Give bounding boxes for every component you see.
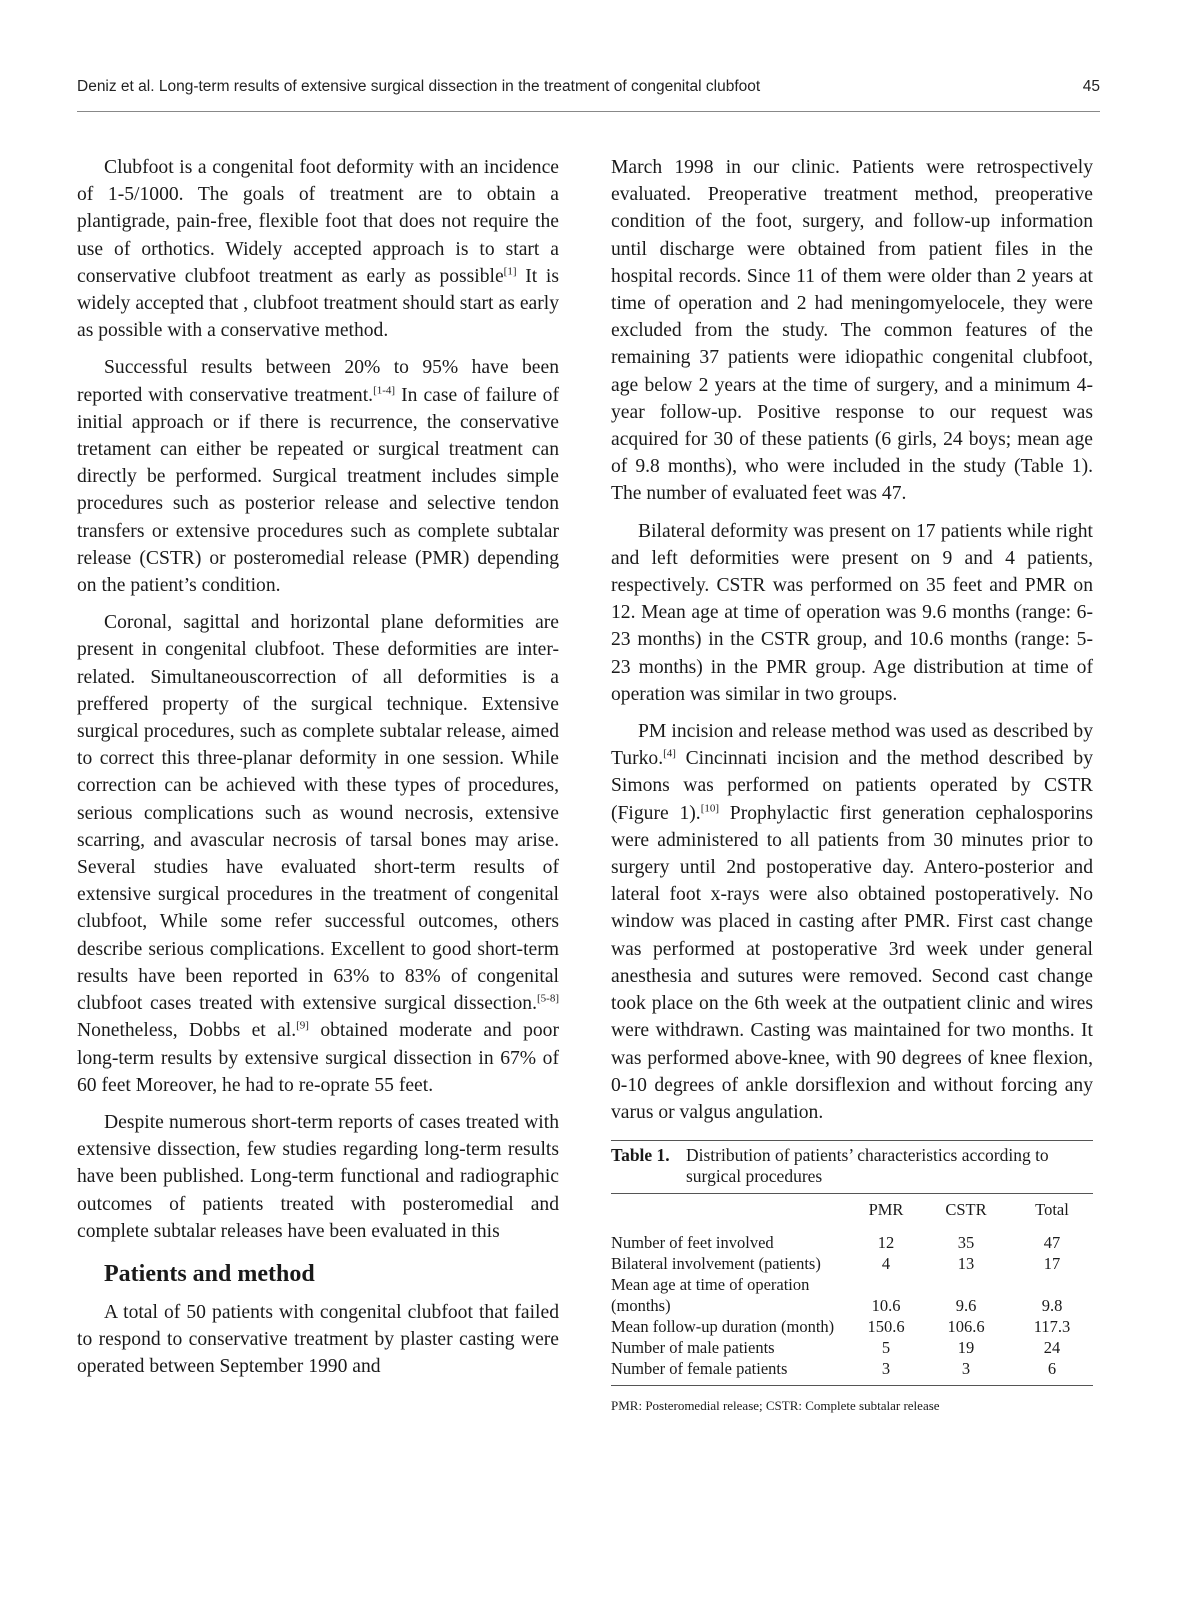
cell-total: 9.8 [1041, 1296, 1063, 1316]
table-footnote: PMR: Posteromedial release; CSTR: Complete subtalar release [611, 1398, 940, 1414]
text-span: Clubfoot is a congenital foot deformity with an incidence of 1-5/1000. The goals of treatment are to obtain a plantigrade, pain-free, flexible foot that does not require the use of orthotics. Widely accepted approach is to start a conservative clubfoot treatment as early as possible [77, 157, 559, 287]
citation-ref: [10] [700, 802, 720, 815]
table-1 [611, 1140, 1093, 1419]
table-caption [611, 1141, 1093, 1193]
citation-ref: [4] [663, 747, 676, 760]
cell-total: 47 [1043, 1233, 1061, 1253]
cell-total: 6 [1047, 1359, 1057, 1379]
methods-paragraph-4 [611, 718, 1093, 1126]
row-label: Bilateral involvement (patients) [611, 1254, 821, 1274]
cell-total: 117.3 [1033, 1317, 1071, 1337]
citation-ref: [9] [296, 1019, 309, 1032]
cell-pmr: 5 [881, 1338, 891, 1358]
cell-cstr: 19 [957, 1338, 975, 1358]
running-header [77, 78, 1100, 96]
cell-total: 17 [1043, 1254, 1061, 1274]
cell-cstr: 106.6 [947, 1317, 985, 1337]
text-span: Nonetheless, Dobbs et al. [77, 1020, 297, 1042]
right-column [611, 154, 1093, 1419]
column-header: CSTR [945, 1200, 987, 1220]
table-row [611, 1253, 1093, 1274]
text-span: obtained moderate and poor long-term results by extensive surgical dissection in 67% of 60 feet Moreover, he had to re-oprate 55 feet. [77, 1020, 559, 1096]
text-span: Prophylactic first generation cephalosporins were administered to all patients from 30 minutes prior to surgery until 2nd postoperative day. Antero-posterior and lateral foot x-rays were also obtained postoperatively. No window was placed in casting after PMR. First cast change was performed at postoperative 3rd week under general anesthesia and sutures were removed. Second cast change took place on the 6th week at the outpatient clinic and wires were withdrawn. Casting was maintained for two months. It was performed above-knee, with 90 degrees of knee flexion, 0-10 degrees of ankle dorsiflexion and without forcing any varus or valgus angulation. [611, 802, 1093, 1123]
intro-paragraph-4: Despite numerous short-term reports of cases treated with extensive dissection, few studies regarding long-term results have been published. Long-term functional and radiographic outcomes of patients treated with posteromedial and complete subtalar releases have been evaluated in this [77, 1111, 559, 1242]
methods-paragraph-3: Bilateral deformity was present on 17 patients while right and left deformities were present on 9 and 4 patients, respectively. CSTR was performed on 35 feet and PMR on 12. Mean age at time of operation was 9.6 months (range: 6-23 months) in the CSTR group, and 10.6 months (range: 5-23 months) in the PMR group. Age distribution at time of operation was similar in two groups. [611, 520, 1093, 705]
methods-paragraph-2: March 1998 in our clinic. Patients were retrospectively evaluated. Preoperative treatment method, preoperative condition of the foot, surgery, and follow-up information until discharge were obtained from patient files in the hospital records. Since 11 of them were older than 2 years at time of operation and 2 had meningomyelocele, they were excluded from the study. The common features of the remaining 37 patients were idiopathic congenital clubfoot, age below 2 years at the time of surgery, and a minimum 4-year follow-up. Positive response to our request was acquired for 30 of these patients (6 girls, 24 boys; mean age of 9.8 months), who were included in the study (Table 1). The number of evaluated feet was 47. [611, 157, 1093, 505]
cell-total: 24 [1043, 1338, 1061, 1358]
text-span: It is widely accepted that , clubfoot treatment should start as early as possible with a conservative method. [77, 265, 559, 342]
cell-cstr: 35 [957, 1233, 975, 1253]
table-row [611, 1274, 1093, 1316]
text-span: PM incision and release method was used as described by Turko. [611, 721, 1093, 770]
cell-cstr: 9.6 [955, 1296, 977, 1316]
cell-pmr: 4 [881, 1254, 891, 1274]
text-span: In case of failure of initial approach or if there is recurrence, the conservative tretament can either be repeated or surgical treatment can directly be performed. Surgical treatment includes simple procedures such as posterior release and selective tendon transfers or extensive procedures such as complete subtalar release (CSTR) or posteromedial release (PMR) depending on the patient’s condition. [77, 384, 559, 597]
row-label: Mean follow-up duration (month) [611, 1317, 835, 1337]
row-label: Mean age at time of operation (months) [611, 1275, 810, 1316]
methods-paragraph-1: A total of 50 patients with congenital clubfoot that failed to respond to conservative treatment by plaster casting were operated between September 1990 and [77, 1301, 559, 1378]
intro-paragraph-2 [77, 354, 559, 599]
cell-cstr: 13 [957, 1254, 975, 1274]
row-label: Number of male patients [611, 1338, 775, 1358]
cell-cstr: 3 [961, 1359, 971, 1379]
table-rule [611, 1385, 1093, 1386]
citation-ref: [1-4] [373, 384, 396, 397]
cell-pmr: 3 [881, 1359, 891, 1379]
citation-ref: [1] [503, 265, 517, 278]
intro-paragraph-1 [77, 154, 559, 344]
table-label: Table 1. [611, 1145, 670, 1166]
header-rule [77, 111, 1100, 112]
table-caption-text: Distribution of patients’ characteristics according to surgical procedures [686, 1145, 1049, 1187]
cell-pmr: 10.6 [871, 1296, 901, 1316]
table-row [611, 1337, 1093, 1358]
row-label: Number of feet involved [611, 1233, 774, 1253]
left-column [77, 154, 559, 1391]
row-label: Number of female patients [611, 1359, 788, 1379]
page-number: 45 [1082, 78, 1100, 95]
cell-pmr: 150.6 [867, 1317, 905, 1337]
table-header-empty [611, 1194, 851, 1232]
section-heading: Patients and method [104, 1260, 315, 1287]
table-row [611, 1358, 1093, 1379]
table-header-row [611, 1194, 1093, 1232]
column-header: Total [1035, 1200, 1069, 1220]
table-row [611, 1316, 1093, 1337]
running-title: Deniz et al. Long-term results of extensive surgical dissection in the treatment of congenital clubfoot [77, 78, 761, 95]
cell-pmr: 12 [877, 1233, 895, 1253]
text-span: Coronal, sagittal and horizontal plane deformities are present in congenital clubfoot. These deformities are inter-related. Simultaneouscorrection of all deformities is a preffered property of the surgical technique. Extensive surgical procedures, such as complete subtalar release, aimed to correct this three-planar deformity in one session. While correction can be achieved with these types of procedures, serious complications such as wound necrosis, extensive scarring, and avascular necrosis of tarsal bones may arise. Several studies have evaluated short-term results of extensive surgical procedures in the treatment of congenital clubfoot, While some refer successful outcomes, others describe serious complications. Excellent to good short-term results have been reported in 63% to 83% of congenital clubfoot cases treated with extensive surgical dissection. [77, 612, 559, 1015]
text-span: Successful results between 20% to 95% have been reported with conservative treatment. [77, 357, 559, 406]
citation-ref: [5-8] [537, 992, 559, 1005]
intro-paragraph-3 [77, 609, 559, 1099]
column-header: PMR [868, 1200, 904, 1220]
data-table [611, 1194, 1093, 1379]
table-row [611, 1232, 1093, 1253]
text-span: Cincinnati incision and the method described by Simons was performed on patients operated by CSTR (Figure 1). [611, 748, 1093, 824]
